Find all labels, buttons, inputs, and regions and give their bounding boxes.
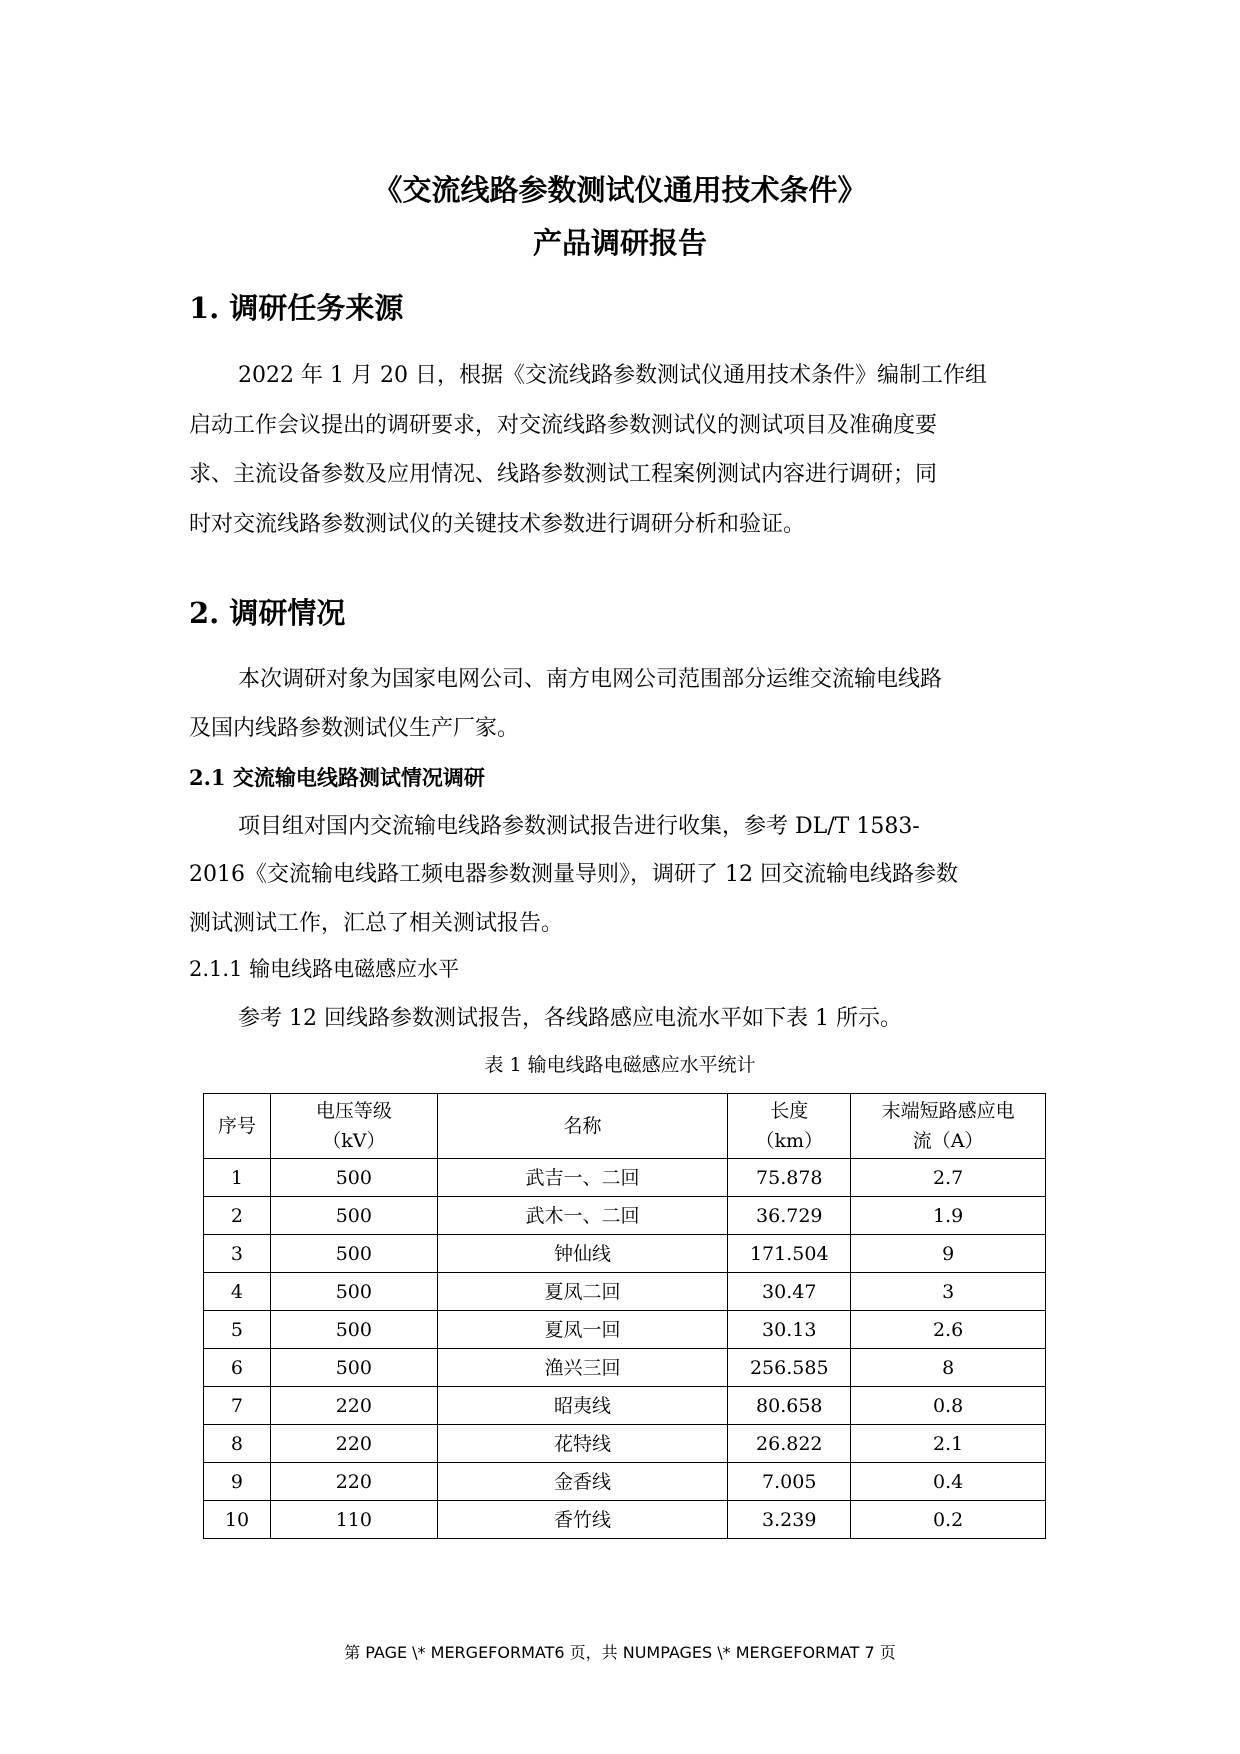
table-cell: 0.2 xyxy=(851,1501,1046,1539)
table-cell: 1.9 xyxy=(851,1197,1046,1235)
table-cell: 夏凤一回 xyxy=(437,1311,728,1349)
table-cell: 香竹线 xyxy=(437,1501,728,1539)
table-cell: 2.7 xyxy=(851,1159,1046,1197)
table-cell: 220 xyxy=(270,1387,437,1425)
table-cell: 花特线 xyxy=(437,1425,728,1463)
table-cell: 80.658 xyxy=(728,1387,851,1425)
header-text: 电压等级 xyxy=(315,1100,392,1122)
table-cell: 30.47 xyxy=(728,1273,851,1311)
table-row xyxy=(204,1349,1046,1387)
table-row xyxy=(204,1235,1046,1273)
table-cell: 夏凤二回 xyxy=(437,1273,728,1311)
table-cell: 500 xyxy=(270,1197,437,1235)
table-cell: 500 xyxy=(270,1235,437,1273)
header-text: （kV） xyxy=(322,1130,386,1152)
table-row xyxy=(204,1463,1046,1501)
table-cell: 171.504 xyxy=(728,1235,851,1273)
column-header xyxy=(851,1094,1046,1159)
table-row xyxy=(204,1501,1046,1539)
table-cell: 9 xyxy=(851,1235,1046,1273)
table-row xyxy=(204,1311,1046,1349)
table-cell: 2.6 xyxy=(851,1311,1046,1349)
table-cell: 500 xyxy=(270,1349,437,1387)
table-cell: 武吉一、二回 xyxy=(437,1159,728,1197)
table-cell: 2 xyxy=(204,1197,271,1235)
section-2-1-heading: 2.1 交流输电线路测试情况调研 xyxy=(189,765,485,790)
table-cell: 0.8 xyxy=(851,1387,1046,1425)
table-cell: 0.4 xyxy=(851,1463,1046,1501)
table-cell: 1 xyxy=(204,1159,271,1197)
table-row xyxy=(204,1197,1046,1235)
table-cell: 110 xyxy=(270,1501,437,1539)
paragraph-line: 项目组对国内交流输电线路参数测试报告进行收集，参考 DL/T 1583- xyxy=(238,814,920,839)
paragraph-line: 2022 年 1 月 20 日，根据《交流线路参数测试仪通用技术条件》编制工作组 xyxy=(238,363,987,388)
table-cell: 8 xyxy=(204,1425,271,1463)
induction-table xyxy=(203,1093,1046,1539)
table-cell: 220 xyxy=(270,1463,437,1501)
table-cell: 7.005 xyxy=(728,1463,851,1501)
table-cell: 256.585 xyxy=(728,1349,851,1387)
table-cell: 6 xyxy=(204,1349,271,1387)
table-row xyxy=(204,1387,1046,1425)
paragraph-line: 2016《交流输电线路工频电器参数测量导则》，调研了 12 回交流输电线路参数 xyxy=(189,862,958,887)
table-cell: 30.13 xyxy=(728,1311,851,1349)
table-cell: 5 xyxy=(204,1311,271,1349)
table-cell: 3 xyxy=(851,1273,1046,1311)
column-header xyxy=(204,1094,271,1159)
paragraph-line: 及国内线路参数测试仪生产厂家。 xyxy=(189,716,520,741)
header-text: 流（A） xyxy=(912,1130,984,1152)
table-cell: 4 xyxy=(204,1273,271,1311)
section-2-heading: 2. 调研情况 xyxy=(189,596,346,630)
table-cell: 500 xyxy=(270,1273,437,1311)
table-cell: 2.1 xyxy=(851,1425,1046,1463)
doc-title: 《交流线路参数测试仪通用技术条件》 xyxy=(373,173,867,207)
section-1-heading: 1. 调研任务来源 xyxy=(189,291,404,325)
table-cell: 9 xyxy=(204,1463,271,1501)
paragraph-line: 参考 12 回线路参数测试报告，各线路感应电流水平如下表 1 所示。 xyxy=(238,1006,902,1031)
paragraph-line: 启动工作会议提出的调研要求，对交流线路参数测试仪的测试项目及准确度要 xyxy=(189,413,938,438)
column-header xyxy=(270,1094,437,1159)
paragraph-line: 本次调研对象为国家电网公司、南方电网公司范围部分运维交流输电线路 xyxy=(238,667,943,692)
table-caption: 表 1 输电线路电磁感应水平统计 xyxy=(484,1054,756,1076)
table-cell: 渔兴三回 xyxy=(437,1349,728,1387)
table-cell: 钟仙线 xyxy=(437,1235,728,1273)
header-text: 末端短路感应电 xyxy=(881,1100,1015,1122)
section-2-1-1-heading: 2.1.1 输电线路电磁感应水平 xyxy=(189,957,460,981)
table-cell: 昭夷线 xyxy=(437,1387,728,1425)
table-row xyxy=(204,1425,1046,1463)
table-cell: 75.878 xyxy=(728,1159,851,1197)
column-header xyxy=(728,1094,851,1159)
table-cell: 26.822 xyxy=(728,1425,851,1463)
table-cell: 7 xyxy=(204,1387,271,1425)
table-cell: 3 xyxy=(204,1235,271,1273)
paragraph-line: 求、主流设备参数及应用情况、线路参数测试工程案例测试内容进行调研；同 xyxy=(189,462,938,487)
table-cell: 36.729 xyxy=(728,1197,851,1235)
table-cell: 8 xyxy=(851,1349,1046,1387)
column-header xyxy=(437,1094,728,1159)
table-cell: 500 xyxy=(270,1311,437,1349)
table-cell: 500 xyxy=(270,1159,437,1197)
header-text: 序号 xyxy=(217,1115,256,1137)
table-row xyxy=(204,1159,1046,1197)
table-cell: 10 xyxy=(204,1501,271,1539)
table-cell: 金香线 xyxy=(437,1463,728,1501)
doc-subtitle: 产品调研报告 xyxy=(532,226,707,260)
table-row xyxy=(204,1273,1046,1311)
header-text: 名称 xyxy=(563,1115,602,1137)
page-footer: 第 PAGE \* MERGEFORMAT6 页，共 NUMPAGES \* MERGEFORMAT 7 页 xyxy=(344,1643,896,1662)
table-cell: 220 xyxy=(270,1425,437,1463)
table-cell: 武木一、二回 xyxy=(437,1197,728,1235)
paragraph-line: 时对交流线路参数测试仪的关键技术参数进行调研分析和验证。 xyxy=(189,512,806,537)
paragraph-line: 测试测试工作，汇总了相关测试报告。 xyxy=(189,911,564,936)
header-text: 长度 xyxy=(770,1100,809,1122)
table-cell: 3.239 xyxy=(728,1501,851,1539)
table-header-row xyxy=(204,1094,1046,1159)
header-text: （km） xyxy=(755,1130,824,1152)
